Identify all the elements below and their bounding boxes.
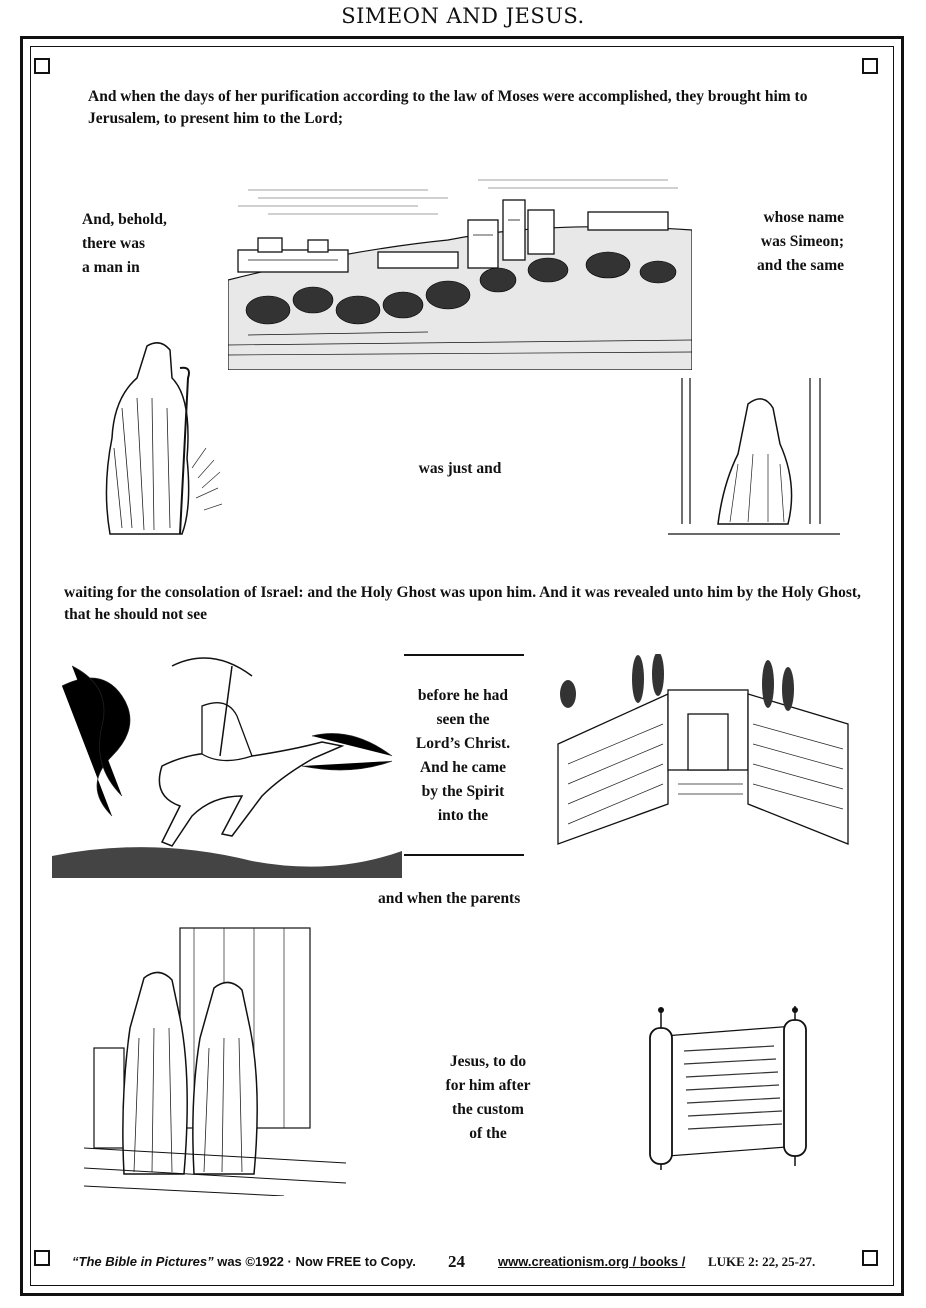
- text-line: and the same: [757, 257, 844, 274]
- text-middle-1: was just and: [418, 460, 502, 477]
- credit-title: “The Bible in Pictures”: [72, 1254, 214, 1269]
- footer-credit: [72, 1254, 416, 1269]
- text-line: And, behold,: [82, 211, 167, 228]
- credit-rest: was ©1922 · Now FREE to Copy.: [213, 1254, 416, 1269]
- intro-text: And when the days of her purification according to the law of Moses were accomplished, they brought him to Jerusalem, to present him to the Lord;: [88, 88, 808, 127]
- text-line: And he came: [419, 759, 507, 776]
- text-line: for him after: [445, 1077, 531, 1094]
- page-title: SIMEON AND JESUS.: [341, 4, 585, 28]
- text-line: was Simeon;: [760, 233, 844, 250]
- divider-rule: [404, 654, 524, 656]
- footer-url[interactable]: www.creationism.org / books /: [498, 1254, 686, 1269]
- parents-text: and when the parents: [378, 890, 521, 907]
- waiting-text: waiting for the consolation of Israel: and the Holy Ghost was upon him. And it was revealed unto him by the Holy Ghost, that he should not see: [64, 584, 861, 623]
- text-line: before he had: [417, 687, 509, 704]
- text-line: a man in: [82, 259, 140, 276]
- text-line: seen the: [436, 711, 490, 728]
- scroll-illustration: [624, 1006, 824, 1170]
- text-left-1: [82, 208, 222, 280]
- text-right-1: [724, 206, 844, 278]
- parents-at-temple-illustration: [84, 918, 346, 1196]
- text-middle-3: [418, 1050, 558, 1146]
- jerusalem-illustration: [228, 160, 692, 370]
- text-line: into the: [437, 807, 489, 824]
- divider-rule: [404, 854, 524, 856]
- temple-illustration: [548, 654, 870, 850]
- text-line: the custom: [452, 1101, 524, 1118]
- corner-ornament: [34, 1250, 50, 1266]
- text-middle-2: [388, 684, 538, 828]
- text-line: Lord’s Christ.: [415, 735, 511, 752]
- text-line: whose name: [763, 209, 844, 226]
- scripture-reference: LUKE 2: 22, 25-27.: [708, 1254, 816, 1269]
- death-rider-illustration: [52, 646, 402, 878]
- page-number: 24: [448, 1252, 465, 1271]
- text-line: there was: [82, 235, 145, 252]
- simeon-with-staff-illustration: [92, 338, 234, 538]
- simeon-praying-illustration: [668, 374, 840, 542]
- text-line: Jesus, to do: [449, 1053, 527, 1070]
- corner-ornament: [862, 1250, 878, 1266]
- corner-ornament: [862, 58, 878, 74]
- corner-ornament: [34, 58, 50, 74]
- text-line: by the Spirit: [421, 783, 505, 800]
- text-line: of the: [469, 1125, 507, 1142]
